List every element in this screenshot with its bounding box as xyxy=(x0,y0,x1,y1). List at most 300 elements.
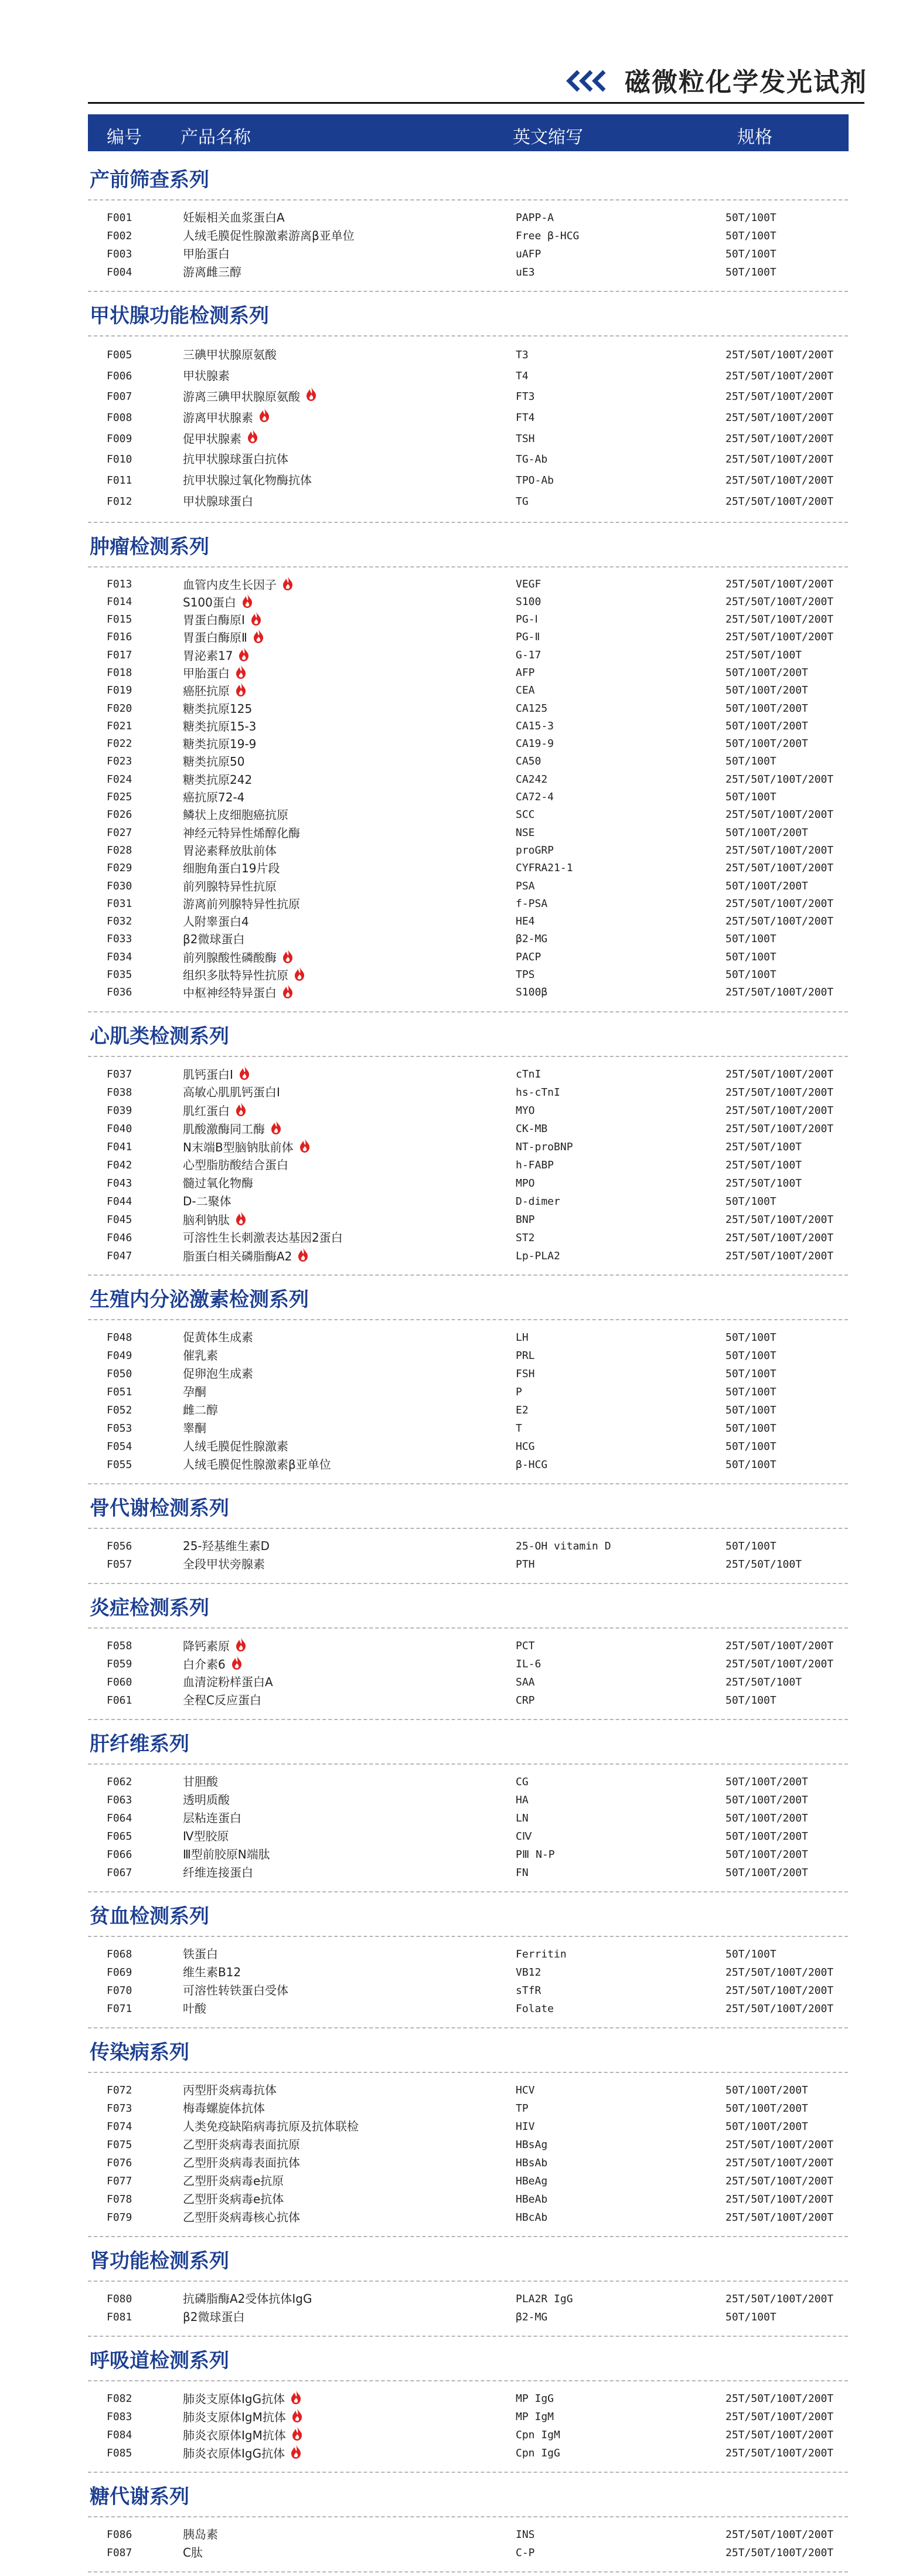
product-name xyxy=(183,2081,277,2099)
product-spec: 50T/100T xyxy=(726,1367,776,1380)
page-header xyxy=(0,0,923,106)
product-name-text: 抗甲状腺球蛋白抗体 xyxy=(183,452,288,467)
product-row xyxy=(0,859,923,877)
product-name-text: 糖类抗原50 xyxy=(183,755,245,769)
product-row xyxy=(0,1401,923,1419)
product-abbreviation: CA50 xyxy=(516,755,541,768)
product-abbreviation: HIV xyxy=(516,2120,535,2133)
product-code: F083 xyxy=(107,2410,132,2423)
triple-chevron-icon xyxy=(566,69,612,93)
product-abbreviation: PCT xyxy=(516,1639,535,1652)
product-spec: 25T/50T/100T/200T xyxy=(726,1068,834,1080)
product-spec: 50T/100T xyxy=(726,933,776,946)
product-name-text: 糖类抗原19-9 xyxy=(183,737,257,752)
section-header xyxy=(0,1896,923,1937)
hot-flame-icon xyxy=(234,1211,247,1231)
product-code: F016 xyxy=(107,631,132,644)
section xyxy=(0,2476,923,2576)
product-abbreviation: IL-6 xyxy=(516,1657,541,1670)
product-row xyxy=(0,2290,923,2308)
product-row xyxy=(0,1083,923,1102)
product-spec: 50T/100T xyxy=(726,1694,776,1707)
product-name xyxy=(183,2190,284,2208)
product-row xyxy=(0,470,923,491)
product-name-text: 人绒毛膜促性腺激素游离β亚单位 xyxy=(183,229,355,243)
header-divider xyxy=(88,102,864,104)
hot-flame-icon xyxy=(291,2408,304,2428)
product-code: F035 xyxy=(107,968,132,981)
product-abbreviation: HCV xyxy=(516,2084,535,2096)
product-spec: 50T/100T xyxy=(726,968,776,981)
product-code: F053 xyxy=(107,1422,132,1435)
product-name-text: 叶酸 xyxy=(183,2001,206,2016)
product-name-text: 人绒毛膜促性腺激素 xyxy=(183,1439,288,1453)
product-catalog xyxy=(0,159,923,2576)
product-spec: 50T/100T/200T xyxy=(726,879,808,892)
product-spec: 25T/50T/100T/200T xyxy=(726,897,834,910)
product-row xyxy=(0,1673,923,1691)
product-abbreviation: β2-MG xyxy=(516,933,548,946)
section xyxy=(0,1016,923,1279)
product-spec: 50T/100T/200T xyxy=(726,1848,808,1861)
product-name xyxy=(183,429,259,451)
product-name-text: 肺炎衣原体IgM抗体 xyxy=(183,2428,286,2442)
product-name xyxy=(183,2544,203,2562)
product-spec: 50T/100T/200T xyxy=(726,666,808,679)
product-row xyxy=(0,1555,923,1574)
product-name xyxy=(183,1065,251,1086)
product-row xyxy=(0,1773,923,1791)
product-spec: 50T/100T xyxy=(726,2310,776,2323)
product-name-text: Ⅳ型胶原 xyxy=(183,1829,229,1843)
product-code: F068 xyxy=(107,1948,132,1960)
product-name xyxy=(183,1156,288,1174)
product-spec: 25T/50T/100T/200T xyxy=(726,613,834,626)
product-spec: 25T/50T/100T/200T xyxy=(726,412,834,424)
product-code: F010 xyxy=(107,453,132,466)
section-header xyxy=(0,1016,923,1057)
product-row xyxy=(0,842,923,859)
product-name-text: 妊娠相关血浆蛋白A xyxy=(183,210,285,225)
product-spec: 25T/50T/100T/200T xyxy=(726,2174,834,2187)
product-name-text: 甘胆酸 xyxy=(183,1774,218,1789)
section xyxy=(0,1279,923,1488)
product-abbreviation: NSE xyxy=(516,826,535,839)
product-name xyxy=(183,878,277,895)
product-name-text: 全程C反应蛋白 xyxy=(183,1693,261,1707)
product-abbreviation: S100 xyxy=(516,595,541,608)
product-name xyxy=(183,2118,359,2136)
product-abbreviation: HBsAb xyxy=(516,2156,548,2169)
product-abbreviation: f-PSA xyxy=(516,897,548,910)
product-code: F009 xyxy=(107,432,132,445)
hot-flame-icon xyxy=(234,1102,247,1122)
product-spec: 50T/100T xyxy=(726,1440,776,1453)
product-row xyxy=(0,1963,923,1982)
product-name xyxy=(183,611,263,631)
product-row xyxy=(0,895,923,913)
product-name-text: 细胞角蛋白19片段 xyxy=(183,861,280,876)
product-spec: 25T/50T/100T/200T xyxy=(726,808,834,821)
product-abbreviation: TSH xyxy=(516,432,535,445)
section xyxy=(0,2241,923,2340)
product-row xyxy=(0,878,923,895)
product-spec: 50T/100T/200T xyxy=(726,2120,808,2133)
product-name xyxy=(183,1945,218,1963)
product-spec: 25T/50T/100T/200T xyxy=(726,2428,834,2441)
section-header xyxy=(0,1588,923,1629)
section-header xyxy=(0,2032,923,2073)
product-spec: 25T/50T/100T/200T xyxy=(726,844,834,857)
product-row xyxy=(0,647,923,664)
section-header xyxy=(0,2241,923,2282)
section-title: 肾功能检测系列 xyxy=(90,2249,229,2273)
product-spec: 50T/100T xyxy=(726,1540,776,1552)
product-row xyxy=(0,1691,923,1710)
product-row xyxy=(0,913,923,930)
product-spec: 50T/100T/200T xyxy=(726,702,808,715)
product-code: F080 xyxy=(107,2292,132,2305)
product-row xyxy=(0,966,923,984)
product-row xyxy=(0,1846,923,1864)
product-row xyxy=(0,1864,923,1882)
product-name-text: 糖类抗原125 xyxy=(183,701,253,716)
product-abbreviation: TP xyxy=(516,2102,529,2115)
product-abbreviation: AFP xyxy=(516,666,535,679)
product-name xyxy=(183,366,230,387)
product-name xyxy=(183,1365,253,1383)
product-row xyxy=(0,576,923,593)
product-list xyxy=(0,1320,923,1488)
product-name-text: 甲胎蛋白 xyxy=(183,247,230,261)
product-spec: 50T/100T xyxy=(726,1458,776,1471)
product-abbreviation: TPO-Ab xyxy=(516,474,554,487)
product-row xyxy=(0,611,923,628)
product-row xyxy=(0,789,923,806)
hot-flame-icon xyxy=(238,1065,251,1086)
product-list xyxy=(0,2073,923,2241)
product-row xyxy=(0,1102,923,1120)
product-row xyxy=(0,1174,923,1192)
section xyxy=(0,159,923,295)
product-abbreviation: CA242 xyxy=(516,773,548,786)
product-spec: 50T/100T/200T xyxy=(726,1775,808,1788)
section xyxy=(0,2340,923,2476)
product-abbreviation: PG-Ⅰ xyxy=(516,613,538,626)
product-code: F034 xyxy=(107,950,132,963)
product-name-text: 抗磷脂酶A2受体抗体IgG xyxy=(183,2291,312,2306)
product-name xyxy=(183,576,294,596)
product-code: F050 xyxy=(107,1367,132,1380)
column-header-spec: 规格 xyxy=(737,127,772,148)
product-name xyxy=(183,245,230,263)
product-name xyxy=(183,1347,218,1365)
product-code: F070 xyxy=(107,1984,132,1997)
product-row xyxy=(0,1120,923,1138)
product-name xyxy=(183,1211,247,1231)
product-name xyxy=(183,930,245,948)
product-name-text: 神经元特异性烯醇化酶 xyxy=(183,825,300,840)
product-spec: 25T/50T/100T/200T xyxy=(726,1639,834,1652)
product-list xyxy=(0,2282,923,2340)
product-spec: 25T/50T/100T/200T xyxy=(726,577,834,590)
hot-flame-icon xyxy=(246,429,259,451)
product-row xyxy=(0,1655,923,1673)
product-code: F008 xyxy=(107,412,132,424)
product-name xyxy=(183,386,318,409)
section xyxy=(0,1896,923,2032)
product-abbreviation: MP IgG xyxy=(516,2392,554,2405)
product-spec: 50T/100T xyxy=(726,791,776,804)
product-code: F060 xyxy=(107,1676,132,1688)
product-abbreviation: MP IgM xyxy=(516,2410,554,2423)
product-spec: 25T/50T/100T/200T xyxy=(726,495,834,508)
product-name xyxy=(183,718,256,735)
product-name xyxy=(183,1809,241,1827)
product-name-text: 游离雌三醇 xyxy=(183,265,241,279)
product-code: F056 xyxy=(107,1540,132,1552)
product-row xyxy=(0,1229,923,1247)
product-name xyxy=(183,2000,206,2018)
product-name xyxy=(183,345,277,366)
product-row xyxy=(0,682,923,699)
product-name-text: 人绒毛膜促性腺激素β亚单位 xyxy=(183,1457,331,1471)
product-spec: 50T/100T xyxy=(726,266,776,278)
product-abbreviation: cTnI xyxy=(516,1068,541,1080)
product-row xyxy=(0,824,923,842)
product-spec: 50T/100T/200T xyxy=(726,1793,808,1806)
product-row xyxy=(0,1156,923,1174)
product-abbreviation: CA19-9 xyxy=(516,738,554,750)
product-row xyxy=(0,1982,923,2000)
product-name xyxy=(183,407,271,430)
product-name xyxy=(183,682,247,702)
product-spec: 25T/50T/100T/200T xyxy=(726,2446,834,2459)
product-row xyxy=(0,429,923,450)
product-spec: 50T/100T xyxy=(726,1331,776,1344)
product-name xyxy=(183,913,249,930)
product-code: F024 xyxy=(107,773,132,786)
product-row xyxy=(0,1537,923,1555)
product-row xyxy=(0,1419,923,1437)
product-code: F039 xyxy=(107,1104,132,1117)
product-abbreviation: T3 xyxy=(516,349,529,361)
product-row xyxy=(0,700,923,718)
product-name-text: 癌胚抗原 xyxy=(183,684,230,698)
product-name-text: 胰岛素 xyxy=(183,2527,218,2541)
product-abbreviation: SCC xyxy=(516,808,535,821)
product-code: F081 xyxy=(107,2310,132,2323)
product-name-text: 降钙素原 xyxy=(183,1639,230,1653)
product-name-text: 癌抗原72-4 xyxy=(183,790,245,805)
product-spec: 25T/50T/100T/200T xyxy=(726,1213,834,1226)
product-row xyxy=(0,2099,923,2118)
product-row xyxy=(0,386,923,407)
product-spec: 25T/50T/100T xyxy=(726,1158,802,1171)
product-abbreviation: HE4 xyxy=(516,915,535,928)
product-abbreviation: Folate xyxy=(516,2002,554,2015)
product-abbreviation: CYFRA21-1 xyxy=(516,862,573,875)
product-abbreviation: hs-cTnI xyxy=(516,1086,560,1099)
product-row xyxy=(0,2172,923,2190)
hot-flame-icon xyxy=(281,576,294,596)
product-abbreviation: PRL xyxy=(516,1349,535,1362)
product-name-text: 胃蛋白酶原Ⅰ xyxy=(183,613,245,627)
product-name xyxy=(183,700,252,718)
product-name xyxy=(183,1673,273,1691)
product-row xyxy=(0,2544,923,2562)
product-spec: 50T/100T/200T xyxy=(726,738,808,750)
product-spec: 25T/50T/100T/200T xyxy=(726,1086,834,1099)
product-name-text: 心型脂肪酸结合蛋白 xyxy=(183,1157,288,1172)
product-name xyxy=(183,1864,253,1882)
product-code: F014 xyxy=(107,595,132,608)
hot-flame-icon xyxy=(270,1120,282,1140)
product-row xyxy=(0,2426,923,2444)
product-name xyxy=(183,984,294,1004)
section-header xyxy=(0,295,923,337)
product-name-text: 乙型肝炎病毒e抗原 xyxy=(183,2173,284,2188)
hot-flame-icon xyxy=(230,1655,243,1676)
product-row xyxy=(0,1437,923,1456)
product-code: F033 xyxy=(107,933,132,946)
product-list xyxy=(0,337,923,526)
section xyxy=(0,295,923,526)
column-header-code: 编号 xyxy=(107,127,142,148)
product-name-text: 人类免疫缺陷病毒抗原及抗体联检 xyxy=(183,2119,359,2133)
product-abbreviation: NT-proBNP xyxy=(516,1140,573,1153)
section-header xyxy=(0,2476,923,2517)
product-spec: 25T/50T/100T/200T xyxy=(726,369,834,382)
product-row xyxy=(0,2526,923,2544)
product-list xyxy=(0,200,923,295)
product-name-text: 组织多肽特异性抗原 xyxy=(183,968,288,983)
product-abbreviation: CRP xyxy=(516,1694,535,1707)
product-abbreviation: PTH xyxy=(516,1558,535,1571)
section xyxy=(0,1724,923,1896)
product-name xyxy=(183,1328,253,1347)
product-spec: 50T/100T/200T xyxy=(726,1866,808,1879)
hot-flame-icon xyxy=(237,647,250,667)
hot-flame-icon xyxy=(289,2390,302,2410)
section-title: 甲状腺功能检测系列 xyxy=(90,304,269,328)
product-name xyxy=(183,1637,247,1657)
product-spec: 50T/100T xyxy=(726,1403,776,1416)
product-spec: 25T/50T/100T/200T xyxy=(726,349,834,361)
product-code: F026 xyxy=(107,808,132,821)
product-code: F036 xyxy=(107,986,132,999)
hot-flame-icon xyxy=(298,1138,311,1158)
product-code: F058 xyxy=(107,1639,132,1652)
product-spec: 50T/100T xyxy=(726,212,776,224)
product-row xyxy=(0,2408,923,2426)
product-row xyxy=(0,407,923,429)
product-name-text: 促甲状腺素 xyxy=(183,431,241,446)
product-spec: 25T/50T/100T/200T xyxy=(726,453,834,466)
product-code: F082 xyxy=(107,2392,132,2405)
page-title: 磁微粒化学发光试剂 xyxy=(625,67,867,97)
product-name xyxy=(183,1192,231,1211)
product-name-text: 可溶性转铁蛋白受体 xyxy=(183,1983,288,1997)
product-name-text: 胃泌素释放肽前体 xyxy=(183,843,277,858)
product-code: F072 xyxy=(107,2084,132,2096)
product-code: F003 xyxy=(107,248,132,260)
product-spec: 25T/50T/100T/200T xyxy=(726,1249,834,1262)
product-code: F044 xyxy=(107,1195,132,1208)
product-code: F018 xyxy=(107,666,132,679)
product-list xyxy=(0,1057,923,1279)
product-spec: 25T/50T/100T/200T xyxy=(726,2002,834,2015)
product-name-text: 血管内皮生长因子 xyxy=(183,577,277,592)
product-spec: 50T/100T xyxy=(726,1385,776,1398)
product-code: F019 xyxy=(107,684,132,697)
section-title: 产前筛查系列 xyxy=(90,168,209,192)
product-spec: 25T/50T/100T/200T xyxy=(726,915,834,928)
product-spec: 25T/50T/100T/200T xyxy=(726,2292,834,2305)
product-spec: 25T/50T/100T xyxy=(726,1177,802,1190)
product-name xyxy=(183,2136,300,2154)
product-spec: 25T/50T/100T xyxy=(726,648,802,661)
product-row xyxy=(0,227,923,245)
product-abbreviation: CA125 xyxy=(516,702,548,715)
product-abbreviation: HBsAg xyxy=(516,2138,548,2151)
product-abbreviation: FT4 xyxy=(516,412,535,424)
product-code: F004 xyxy=(107,266,132,278)
product-abbreviation: Free β-HCG xyxy=(516,230,580,242)
product-spec: 50T/100T/200T xyxy=(726,826,808,839)
product-spec: 25T/50T/100T xyxy=(726,1676,802,1688)
product-name-text: 乙型肝炎病毒核心抗体 xyxy=(183,2210,300,2224)
product-name-text: 纤维连接蛋白 xyxy=(183,1865,253,1880)
product-spec: 25T/50T/100T/200T xyxy=(726,2211,834,2224)
product-abbreviation: VB12 xyxy=(516,1966,541,1979)
product-row xyxy=(0,245,923,263)
product-name xyxy=(183,2290,312,2308)
product-row xyxy=(0,2154,923,2172)
product-spec: 50T/100T/200T xyxy=(726,1830,808,1843)
product-spec: 25T/50T/100T/200T xyxy=(726,1122,834,1135)
product-code: F012 xyxy=(107,495,132,508)
product-row xyxy=(0,593,923,611)
product-code: F013 xyxy=(107,577,132,590)
product-name-text: 脑利钠肽 xyxy=(183,1212,230,1227)
product-abbreviation: HBcAb xyxy=(516,2211,548,2224)
product-code: F061 xyxy=(107,1694,132,1707)
product-row xyxy=(0,771,923,789)
product-code: F030 xyxy=(107,879,132,892)
product-spec: 50T/100T xyxy=(726,1422,776,1435)
product-row xyxy=(0,628,923,646)
product-abbreviation: T xyxy=(516,1422,522,1435)
product-abbreviation: TPS xyxy=(516,968,535,981)
product-spec: 25T/50T/100T xyxy=(726,1558,802,1571)
product-spec: 50T/100T xyxy=(726,1349,776,1362)
product-name-text: 催乳素 xyxy=(183,1348,218,1362)
product-row xyxy=(0,1211,923,1229)
section-header xyxy=(0,1488,923,1529)
product-row xyxy=(0,1809,923,1827)
hot-flame-icon xyxy=(241,593,254,613)
product-spec: 25T/50T/100T/200T xyxy=(726,595,834,608)
product-code: F042 xyxy=(107,1158,132,1171)
product-row xyxy=(0,366,923,387)
product-code: F064 xyxy=(107,1812,132,1824)
product-spec: 50T/100T xyxy=(726,248,776,260)
product-spec: 50T/100T/200T xyxy=(726,719,808,732)
product-row xyxy=(0,1637,923,1655)
product-code: F052 xyxy=(107,1403,132,1416)
product-name-text: 雌二醇 xyxy=(183,1402,218,1417)
